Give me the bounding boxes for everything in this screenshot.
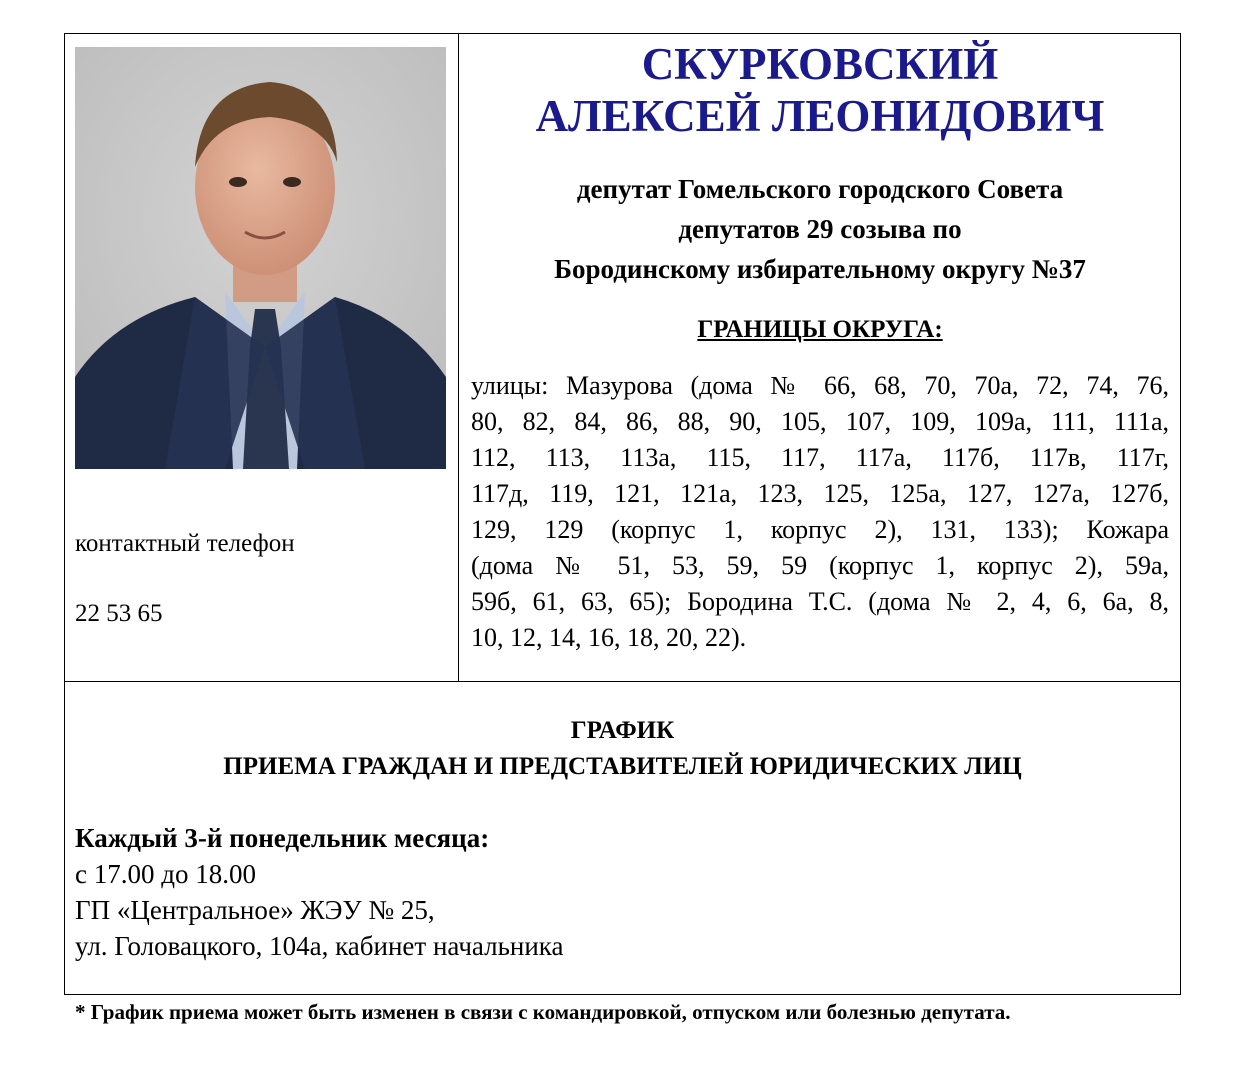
schedule-place: ГП «Центральное» ЖЭУ № 25, — [75, 895, 435, 925]
role-line: Бородинскому избирательному округу №37 — [554, 254, 1086, 284]
contact-phone-label: контактный телефон — [75, 530, 295, 557]
streets-line: 129, 129 (корпус 1, корпус 2), 131, 133); Кожара — [471, 515, 1169, 544]
schedule-details — [75, 820, 564, 964]
schedule-title — [64, 713, 1181, 785]
district-streets — [471, 368, 1169, 656]
streets-line: 112, 113, 113а, 115, 117, 117а, 117б, 117в, 117г, — [471, 443, 1169, 472]
deputy-surname: СКУРКОВСКИЙ — [641, 39, 999, 89]
deputy-role — [470, 169, 1170, 289]
contact-phone-number: 22 53 65 — [75, 600, 163, 627]
schedule-address: ул. Головацкого, 104а, кабинет начальника — [75, 931, 564, 961]
deputy-photo — [75, 47, 446, 469]
footnote: * График приема может быть изменен в связи с командировкой, отпуском или болезнью депутата. — [75, 1000, 1011, 1024]
streets-line: 59б, 61, 63, 65); Бородина Т.С. (дома № 2, 4, 6, 6а, 8, — [471, 587, 1169, 616]
streets-line: 10, 12, 14, 16, 18, 20, 22). — [471, 623, 747, 652]
schedule-day: Каждый 3-й понедельник месяца: — [75, 823, 490, 853]
schedule-title-line: ГРАФИК — [570, 717, 675, 744]
column-divider — [458, 33, 459, 681]
streets-line: улицы: Мазурова (дома № 66, 68, 70, 70а, 72, 74, 76, — [471, 371, 1169, 400]
district-bounds-title: ГРАНИЦЫ ОКРУГА: — [697, 316, 943, 343]
streets-line: 80, 82, 84, 86, 88, 90, 105, 107, 109, 109а, 111, 111а, — [471, 407, 1169, 436]
role-line: депутатов 29 созыва по — [678, 214, 962, 244]
portrait-illustration — [75, 47, 446, 469]
role-line: депутат Гомельского городского Совета — [576, 174, 1064, 204]
deputy-given-names: АЛЕКСЕЙ ЛЕОНИДОВИЧ — [535, 91, 1105, 141]
streets-line: 117д, 119, 121, 121а, 123, 125, 125а, 127, 127а, 127б, — [471, 479, 1169, 508]
schedule-title-line: ПРИЕМА ГРАЖДАН И ПРЕДСТАВИТЕЛЕЙ ЮРИДИЧЕСКИХ ЛИЦ — [223, 753, 1022, 780]
streets-line: (дома № 51, 53, 59, 59 (корпус 1, корпус 2), 59а, — [471, 551, 1169, 580]
row-divider — [64, 681, 1181, 682]
schedule-time: с 17.00 до 18.00 — [75, 859, 256, 889]
